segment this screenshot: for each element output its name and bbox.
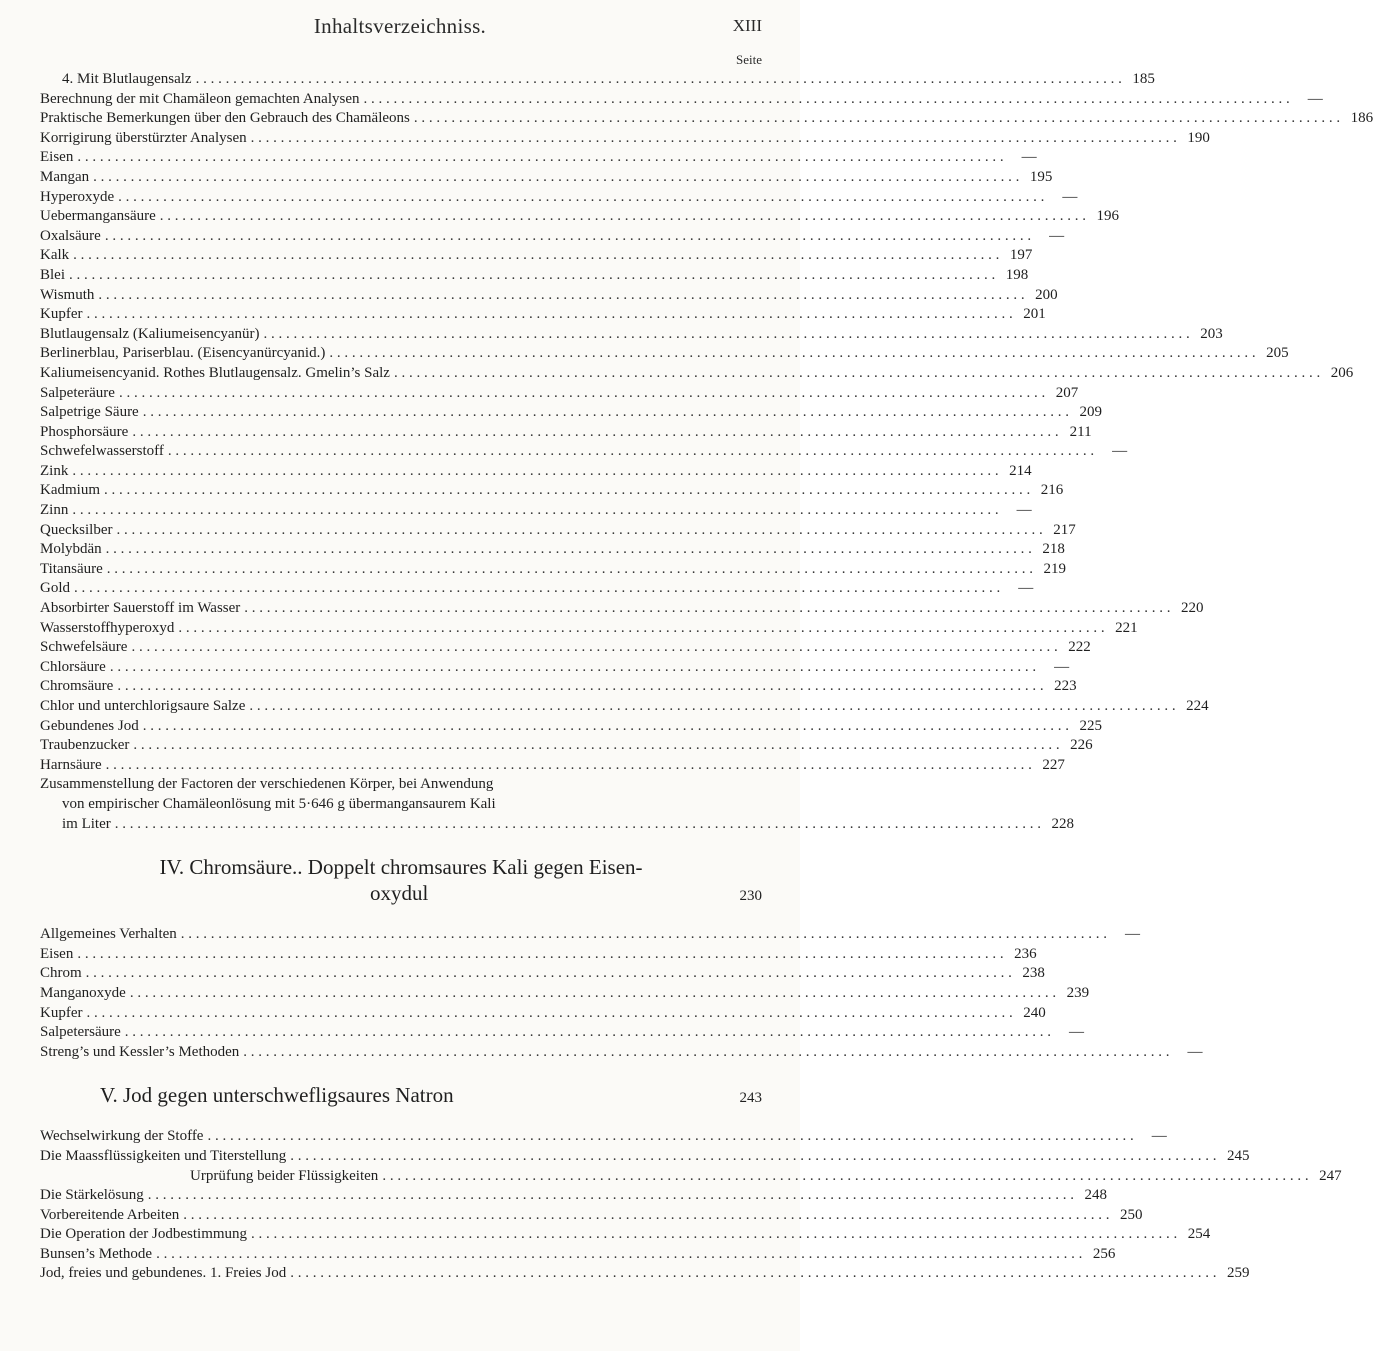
leader-dots: [72, 501, 998, 521]
toc-entry: [40, 70, 1155, 90]
leader-dots: [86, 964, 1012, 984]
toc-entry-line: Zusammenstellung der Factoren der verschiedenen Körper, bei Anwendung: [40, 776, 494, 793]
toc-entry-page: 190: [1187, 129, 1210, 146]
toc-entry-title: Jod, freies und gebundenes. 1. Freies Jod: [40, 1265, 287, 1282]
toc-entry-title: Traubenzucker: [40, 737, 130, 754]
toc-entry-page: 186: [1350, 110, 1373, 127]
toc-entry-page: —: [1151, 1128, 1167, 1145]
toc-entry-page: 245: [1227, 1147, 1250, 1164]
toc-block-3: [40, 1127, 1342, 1284]
toc-entry-title: Zinn: [40, 502, 69, 519]
toc-entry: [40, 815, 1074, 835]
section-heading-iv: [40, 854, 762, 909]
table-of-contents: [40, 70, 1373, 1284]
running-title: Inhaltsverzeichniss.: [313, 14, 487, 38]
toc-entry-page: 221: [1115, 619, 1138, 636]
leader-dots: [264, 325, 1190, 345]
toc-entry-multiline: [40, 775, 1074, 834]
toc-entry: [40, 109, 1373, 129]
leader-dots: [117, 677, 1043, 697]
toc-entry-page: 240: [1023, 1004, 1046, 1021]
leader-dots: [93, 168, 1019, 188]
toc-entry-page: 205: [1266, 345, 1289, 362]
toc-entry-title: Allgemeines Verhalten: [40, 926, 177, 943]
toc-entry: [40, 246, 1033, 266]
toc-entry-title: Berechnung der mit Chamäleon gemachten Analysen: [40, 90, 360, 107]
toc-entry: [40, 501, 1032, 521]
leader-dots: [77, 148, 1003, 168]
toc-entry: [40, 227, 1065, 247]
toc-entry-page: 209: [1079, 404, 1102, 421]
toc-entry: [40, 1225, 1211, 1245]
toc-entry-page: 207: [1055, 384, 1079, 401]
toc-entry-title: Die Maassflüssigkeiten und Titerstellung: [40, 1147, 287, 1164]
leader-dots: [86, 1004, 1012, 1024]
toc-entry: [40, 579, 1034, 599]
toc-entry: [40, 148, 1037, 168]
toc-entry: [40, 1004, 1046, 1024]
leader-dots: [106, 756, 1032, 776]
leader-dots: [72, 462, 998, 482]
leader-dots: [116, 521, 1042, 541]
toc-entry-page: 203: [1200, 325, 1223, 342]
toc-entry: [40, 1186, 1107, 1206]
toc-entry-page: —: [1062, 188, 1078, 205]
toc-entry-page: 228: [1051, 815, 1074, 832]
leader-dots: [104, 481, 1030, 501]
toc-entry: [40, 677, 1077, 697]
leader-dots: [119, 384, 1045, 404]
toc-entry: [40, 403, 1102, 423]
toc-entry-title: Uebermangansäure: [40, 208, 156, 225]
leader-dots: [74, 579, 1000, 599]
toc-entry-page: 197: [1009, 247, 1033, 264]
leader-dots: [106, 540, 1032, 560]
toc-entry-title: Blei: [40, 266, 65, 283]
toc-entry-page: 226: [1070, 737, 1093, 754]
leader-dots: [329, 344, 1255, 364]
toc-entry-page: —: [1054, 658, 1070, 675]
toc-entry-title: Molybdän: [40, 541, 102, 558]
leader-dots: [143, 717, 1069, 737]
toc-entry: [40, 344, 1289, 364]
toc-entry-title: Eisen: [40, 149, 74, 166]
toc-entry-page: 250: [1120, 1206, 1143, 1223]
toc-entry-page: 238: [1022, 965, 1045, 982]
leader-dots: [133, 736, 1059, 756]
leader-dots: [105, 227, 1031, 247]
toc-entry-page: 198: [1005, 266, 1029, 283]
toc-entry: [40, 462, 1032, 482]
toc-entry-page: 214: [1009, 462, 1032, 479]
toc-entry-title: Manganoxyde: [40, 984, 126, 1001]
leader-dots: [86, 305, 1012, 325]
toc-entry: [40, 1043, 1203, 1063]
section-title-line: IV. Chromsäure.. Doppelt chromsaures Kali gegen Eisen-: [159, 855, 643, 880]
toc-entry-page: 185: [1132, 71, 1155, 87]
toc-entry-page: 219: [1043, 560, 1067, 577]
leader-dots: [249, 697, 1175, 717]
toc-block-2: [40, 925, 1203, 1062]
toc-entry-line: von empirischer Chamäleonlösung mit 5·646 g übermangansaurem Kali: [62, 795, 496, 812]
toc-entry-title: Bunsen’s Methode: [40, 1245, 153, 1262]
toc-entry-title: Eisen: [40, 945, 74, 962]
toc-entry-page: 248: [1084, 1187, 1107, 1204]
toc-entry-title: Wechselwirkung der Stoffe: [40, 1128, 204, 1145]
toc-entry-page: 216: [1040, 482, 1064, 499]
toc-entry-page: 256: [1092, 1245, 1116, 1262]
toc-block-1: [40, 70, 1373, 775]
toc-entry-title: Die Operation der Jodbestimmung: [40, 1226, 248, 1243]
toc-entry-title: Gold: [40, 580, 70, 597]
toc-entry-title: Phosphorsäure: [40, 423, 129, 440]
toc-entry: [40, 90, 1323, 110]
toc-entry-page: —: [1016, 502, 1032, 519]
leader-dots: [363, 90, 1289, 110]
leader-dots: [131, 638, 1057, 658]
toc-entry-page: 227: [1042, 756, 1065, 773]
toc-entry: [40, 1245, 1116, 1265]
toc-entry-title: Kadmium: [40, 482, 100, 499]
leader-dots: [181, 925, 1107, 945]
leader-dots: [160, 207, 1086, 227]
toc-entry: [40, 697, 1209, 717]
toc-entry-title: Wasserstoffhyperoxyd: [40, 619, 175, 636]
toc-entry: [40, 984, 1090, 1004]
leader-dots: [125, 1023, 1051, 1043]
leader-dots: [77, 945, 1003, 965]
toc-entry-page: 225: [1079, 717, 1102, 734]
toc-entry: [40, 658, 1070, 678]
toc-entry-title: Kaliumeisencyanid. Rothes Blutlaugensalz. Gmelin’s Salz: [40, 364, 390, 381]
leader-dots: [118, 188, 1044, 208]
toc-entry-page: —: [1307, 90, 1323, 107]
toc-entry-title: Kupfer: [40, 1004, 83, 1021]
toc-entry-page: —: [1112, 443, 1128, 460]
toc-entry: [40, 129, 1210, 149]
leader-dots: [98, 286, 1024, 306]
leader-dots: [130, 984, 1056, 1004]
toc-entry-title: Chlorsäure: [40, 658, 106, 675]
toc-entry-page: 222: [1068, 639, 1091, 656]
leader-dots: [148, 1186, 1074, 1206]
toc-entry-page: 200: [1035, 286, 1058, 303]
toc-entry-title: Chromsäure: [40, 678, 114, 695]
toc-entry: [40, 286, 1058, 306]
toc-entry: [40, 619, 1138, 639]
toc-entry-title: im Liter: [62, 815, 111, 832]
leader-dots: [156, 1245, 1082, 1265]
toc-entry-title: 4. Mit Blutlaugensalz: [62, 71, 192, 87]
toc-entry-title: Quecksilber: [40, 521, 113, 538]
toc-entry: [40, 207, 1120, 227]
toc-entry-page: 201: [1023, 306, 1046, 323]
toc-entry-title: Korrigirung überstürzter Analysen: [40, 129, 247, 146]
toc-entry: [40, 521, 1076, 541]
toc-entry: [40, 945, 1037, 965]
seite-column-label: Seite: [736, 52, 762, 67]
toc-entry: [40, 305, 1046, 325]
toc-entry-page: 223: [1054, 678, 1077, 695]
toc-entry: [40, 964, 1045, 984]
toc-entry-title: Kupfer: [40, 306, 83, 323]
toc-entry: [40, 1264, 1250, 1284]
leader-dots: [110, 658, 1036, 678]
leader-dots: [251, 1225, 1177, 1245]
toc-entry: [40, 1147, 1250, 1167]
toc-entry-page: 247: [1319, 1167, 1342, 1184]
leader-dots: [107, 560, 1033, 580]
toc-entry-page: —: [1069, 1024, 1085, 1041]
leader-dots: [115, 815, 1041, 835]
toc-entry-title: Salpeteräure: [40, 384, 115, 401]
toc-entry-page: 236: [1014, 945, 1037, 962]
toc-entry: [40, 384, 1079, 404]
leader-dots: [243, 1043, 1169, 1063]
toc-entry: [40, 540, 1065, 560]
leader-dots: [251, 129, 1177, 149]
toc-entry-title: Vorbereitende Arbeiten: [40, 1206, 180, 1223]
toc-entry: [40, 423, 1092, 443]
section-page: 230: [739, 888, 762, 905]
page-number: XIII: [732, 16, 762, 35]
toc-entry: [40, 717, 1102, 737]
page-header: [0, 14, 800, 50]
toc-entry-title: Absorbirter Sauerstoff im Wasser: [40, 600, 241, 617]
toc-entry-page: 218: [1042, 541, 1065, 558]
section-heading-v: [40, 1082, 762, 1111]
toc-entry-title: Titansäure: [40, 560, 103, 577]
toc-entry-page: 220: [1181, 600, 1204, 617]
leader-dots: [143, 403, 1069, 423]
section-title-line: oxydul: [370, 881, 429, 906]
toc-entry: [40, 1206, 1143, 1226]
leader-dots: [290, 1147, 1216, 1167]
toc-entry-page: 224: [1186, 698, 1209, 714]
toc-entry: [40, 1167, 1342, 1187]
toc-entry-page: —: [1187, 1043, 1203, 1060]
leader-dots: [414, 109, 1340, 129]
toc-entry-title: Kalk: [40, 247, 70, 264]
toc-entry: [40, 599, 1204, 619]
leader-dots: [183, 1206, 1109, 1226]
toc-entry-title: Urprüfung beider Flüssigkeiten: [190, 1167, 379, 1184]
toc-entry-title: Blutlaugensalz (Kaliumeisencyanür): [40, 325, 260, 342]
toc-entry: [40, 188, 1078, 208]
toc-entry-page: —: [1049, 227, 1065, 244]
toc-entry: [40, 756, 1065, 776]
leader-dots: [290, 1264, 1216, 1284]
leader-dots: [69, 266, 995, 286]
toc-entry: [40, 442, 1128, 462]
toc-entry: [40, 266, 1029, 286]
toc-entry-page: 217: [1053, 521, 1076, 538]
toc-entry: [40, 481, 1064, 501]
toc-entry-title: Schwefelsäure: [40, 639, 128, 656]
section-title-row: [40, 880, 762, 909]
toc-entry-page: 239: [1066, 984, 1090, 1001]
leader-dots: [196, 70, 1122, 90]
toc-entry-title: Harnsäure: [40, 756, 102, 773]
toc-entry-title: Die Stärkelösung: [40, 1187, 144, 1204]
toc-entry-page: —: [1125, 926, 1141, 943]
toc-entry: [40, 325, 1223, 345]
toc-entry-title: Wismuth: [40, 286, 95, 303]
toc-entry-title: Berlinerblau, Pariserblau. (Eisencyanürcyanid.): [40, 345, 326, 362]
section-page: 243: [739, 1090, 762, 1107]
toc-entry-page: 259: [1226, 1265, 1250, 1282]
toc-entry-title: Praktische Bemerkungen über den Gebrauch des Chamäleons: [40, 110, 410, 127]
leader-dots: [178, 619, 1104, 639]
leader-dots: [73, 246, 999, 266]
toc-entry: [40, 364, 1354, 384]
toc-entry-title: Zink: [40, 462, 69, 479]
toc-entry: [40, 1023, 1085, 1043]
leader-dots: [207, 1127, 1133, 1147]
leader-dots: [132, 423, 1058, 443]
toc-entry-page: —: [1018, 580, 1034, 597]
toc-entry-title: Hyperoxyde: [40, 188, 115, 205]
toc-entry-title: Mangan: [40, 168, 90, 185]
toc-entry-title: Streng’s und Kessler’s Methoden: [40, 1043, 240, 1060]
toc-entry: [40, 1127, 1167, 1147]
leader-dots: [168, 442, 1094, 462]
toc-entry-page: —: [1021, 149, 1037, 166]
section-title: V. Jod gegen unterschwefligsaures Natron: [100, 1083, 454, 1108]
toc-entry-page: 196: [1096, 208, 1120, 225]
toc-entry: [40, 638, 1091, 658]
toc-entry-page: 206: [1330, 364, 1354, 381]
toc-entry-title: Salpetersäure: [40, 1024, 121, 1041]
toc-entry-title: Chlor und unterchlorigsaure Salze: [40, 698, 246, 714]
toc-entry-page: 254: [1187, 1226, 1211, 1243]
toc-entry-page: 211: [1069, 423, 1092, 440]
leader-dots: [382, 1167, 1308, 1187]
toc-entry-title: Gebundenes Jod: [40, 717, 139, 734]
toc-entry: [40, 560, 1067, 580]
toc-entry-title: Oxalsäure: [40, 227, 101, 244]
toc-entry-page: 195: [1029, 168, 1053, 185]
toc-entry: [40, 925, 1141, 945]
leader-dots: [244, 599, 1170, 619]
toc-entry-title: Chrom: [40, 965, 82, 982]
toc-entry: [40, 736, 1093, 756]
toc-entry-title: Salpetrige Säure: [40, 404, 139, 421]
toc-entry: [40, 168, 1053, 188]
toc-entry-title: Schwefelwasserstoff: [40, 443, 164, 460]
leader-dots: [394, 364, 1320, 384]
